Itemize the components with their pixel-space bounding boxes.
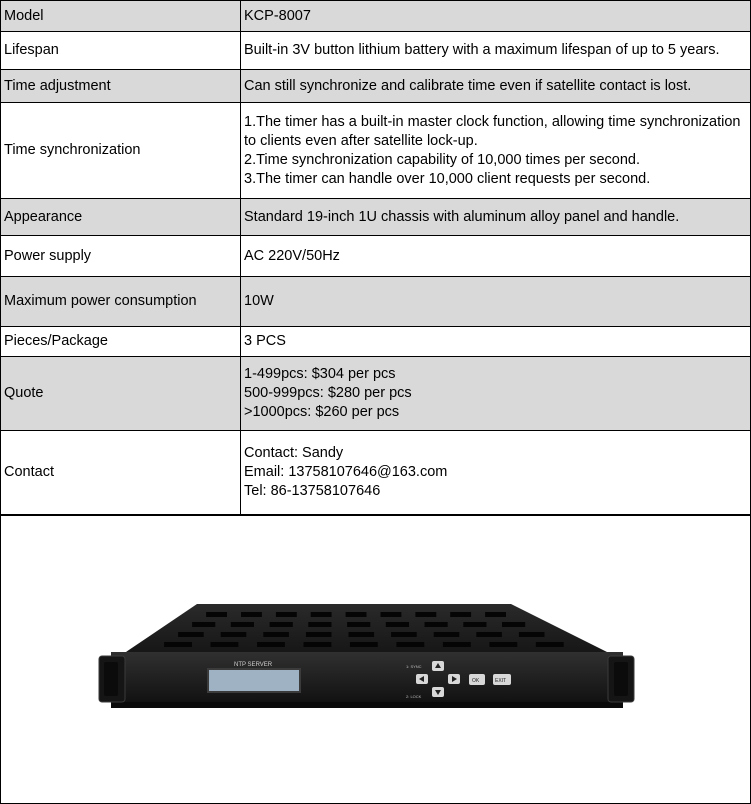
vent-slot: [443, 642, 471, 647]
vent-slot: [263, 632, 289, 637]
value-contact: [241, 431, 751, 515]
vent-slot: [164, 642, 192, 647]
exit-label: EXIT: [495, 678, 507, 684]
value-time-synchronization: [241, 103, 751, 199]
vent-slot: [434, 632, 460, 637]
vent-slot: [476, 632, 502, 637]
value-line: 3 PCS: [244, 333, 286, 349]
lcd-display: [208, 669, 300, 692]
vent-slot: [311, 612, 332, 617]
value-line: 10W: [244, 293, 274, 309]
row-contact: [1, 431, 751, 515]
value-line: >1000pcs: $260 per pcs: [244, 404, 400, 420]
vent-slot: [536, 642, 564, 647]
vent-slot: [306, 632, 332, 637]
value-max-power: [241, 277, 751, 327]
label-time-adjustment: Time adjustment: [1, 70, 241, 103]
value-line: KCP-8007: [244, 7, 311, 24]
label-appearance: Appearance: [1, 199, 241, 236]
vent-slot: [347, 622, 370, 627]
led-lock-label: 2: LOCK: [406, 694, 422, 699]
vent-slot: [502, 622, 525, 627]
row-time-synchronization: [1, 103, 751, 199]
vent-slot: [349, 632, 375, 637]
vent-slot: [241, 612, 262, 617]
value-model: [241, 1, 751, 32]
ntp-server-illustration: [1, 516, 750, 803]
ok-label: OK: [472, 678, 480, 684]
label-pieces-package: Pieces/Package: [1, 327, 241, 357]
value-line: 500-999pcs: $280 per pcs: [244, 385, 412, 401]
row-lifespan: [1, 32, 751, 70]
vent-slot: [257, 642, 285, 647]
value-line: Contact: Sandy: [244, 445, 344, 461]
label-max-power: Maximum power consumption: [1, 277, 241, 327]
vent-slot: [308, 622, 331, 627]
label-contact: Contact: [1, 431, 241, 515]
row-time-adjustment: [1, 70, 751, 103]
value-line: Email: 13758107646@163.com: [244, 464, 448, 480]
vent-slot: [381, 612, 402, 617]
value-line: 1.The timer has a built-in master clock function, allowing time synchronization to clients even after satellite lock-up.: [244, 113, 741, 149]
row-quote: [1, 357, 751, 431]
led-sync-label: 1: SYNC: [406, 664, 422, 669]
value-line: Standard 19-inch 1U chassis with aluminum alloy panel and handle.: [244, 208, 680, 225]
vent-slot: [450, 612, 471, 617]
value-pieces-package: [241, 327, 751, 357]
label-quote: Quote: [1, 357, 241, 431]
label-time-synchronization: Time synchronization: [1, 103, 241, 199]
value-line: AC 220V/50Hz: [244, 247, 340, 264]
panel-label: NTP SERVER: [234, 662, 273, 668]
value-line: Can still synchronize and calibrate time even if satellite contact is lost.: [244, 77, 692, 94]
vent-slot: [396, 642, 424, 647]
vent-slot: [178, 632, 204, 637]
chassis-front: [111, 652, 623, 702]
vent-slot: [386, 622, 409, 627]
vent-slot: [192, 622, 215, 627]
vent-slot: [211, 642, 239, 647]
vent-slot: [231, 622, 254, 627]
vent-slot: [270, 622, 293, 627]
vent-slot: [489, 642, 517, 647]
vent-slot: [485, 612, 506, 617]
vent-slot: [304, 642, 332, 647]
value-line: Built-in 3V button lithium battery with a maximum lifespan of up to 5 years.: [244, 42, 720, 58]
vent-slot: [463, 622, 486, 627]
row-appearance: [1, 199, 751, 236]
vent-slot: [276, 612, 297, 617]
row-power-supply: [1, 236, 751, 277]
row-max-power: [1, 277, 751, 327]
vent-slot: [350, 642, 378, 647]
vent-slot: [391, 632, 417, 637]
vent-slot: [206, 612, 227, 617]
value-line: 2.Time synchronization capability of 10,000 times per second.: [244, 151, 641, 168]
row-model: [1, 1, 751, 32]
value-line: 1-499pcs: $304 per pcs: [244, 366, 396, 382]
vent-slot: [346, 612, 367, 617]
vent-slot: [221, 632, 247, 637]
value-line: Tel: 86-13758107646: [244, 483, 381, 499]
label-power-supply: Power supply: [1, 236, 241, 277]
vent-slot: [415, 612, 436, 617]
value-power-supply: [241, 236, 751, 277]
vent-slot: [519, 632, 545, 637]
value-quote: [241, 357, 751, 431]
value-lifespan: [241, 32, 751, 70]
value-time-adjustment: [241, 70, 751, 103]
product-photo: [0, 515, 751, 804]
value-line: 3.The timer can handle over 10,000 client requests per second.: [244, 170, 651, 187]
label-model: Model: [1, 1, 241, 32]
vent-slot: [425, 622, 448, 627]
label-lifespan: Lifespan: [1, 32, 241, 70]
value-appearance: [241, 199, 751, 236]
row-pieces-package: [1, 327, 751, 357]
